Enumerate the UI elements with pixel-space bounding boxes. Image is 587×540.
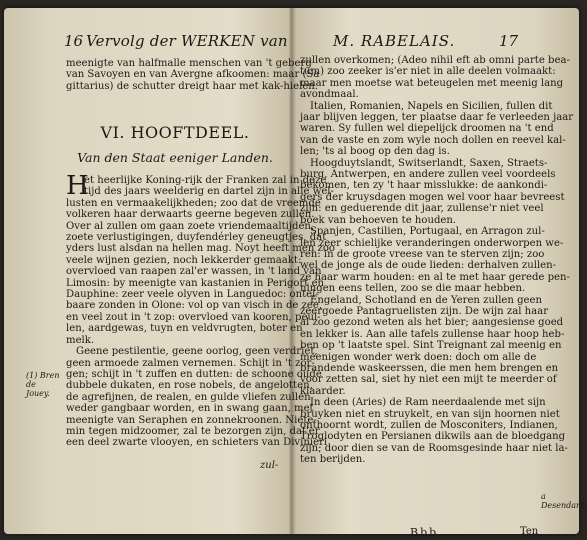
- text-line: ten berijden.: [300, 454, 366, 466]
- text-line: yders lust alsdan na hellen mag. Noyt heeft men zoo: [66, 243, 335, 255]
- text-line: gittarius) de schutter dreigt haar met kak-hielen.: [66, 80, 318, 92]
- text-line: zijn; door dien se van de Roomsgesinde haar niet la-: [300, 442, 568, 454]
- text-line: geen armoede zalmen vernemen. Schijt in 't zor-: [66, 357, 315, 369]
- text-line: len zeer schielijke veranderingen onderworpen we-: [300, 237, 564, 249]
- text-line: de agrefijnen, de realen, en gulde vliefen zullen: [66, 391, 311, 403]
- text-line: Hoogduytslandt, Switserlandt, Saxen, Straets-: [310, 157, 548, 169]
- text-line: veele wijnen gezien, noch lekkerder gemaakt:: [66, 254, 302, 266]
- text-line: meenigte van halfmalle menschen van 't geberg: [66, 58, 312, 69]
- right-page-number: 17: [499, 32, 519, 50]
- text-line: dubbele dukaten, en rose nobels, de angelotten,: [66, 380, 313, 392]
- right-catchword: Ten: [520, 526, 539, 537]
- text-line: meenigte van Seraphen en zonnekroonen. Niete-: [66, 414, 317, 426]
- text-line: Over al zullen om gaan zoete vriendemaaltijden,: [66, 220, 315, 232]
- text-line: klaarder.: [300, 385, 346, 397]
- text-line: len; 'ts al boog op den dag is.: [300, 146, 450, 158]
- book-spread: [4, 8, 587, 539]
- text-line: Italien, Romanien, Napels en Sicilien, fullen dit: [310, 100, 553, 112]
- text-line: Limosin: by meenigte van kastanien in Perigort en: [66, 277, 325, 289]
- text-line: weder gangbaar worden, en in swang gaan, met: [66, 403, 314, 415]
- chapter-heading: VI. HOOFTDEEL.: [100, 123, 250, 142]
- text-line: gen; schijt in 't zuffen en dutten: de schoone oude: [66, 368, 322, 380]
- right-main-text: [300, 55, 574, 466]
- text-line: Geene pestilentie, geene oorlog, geen verdriet,: [76, 346, 318, 358]
- text-line: baare zonden in Olone: vol op van visch in de zee,: [66, 300, 323, 312]
- text-line: boek van behoeven te houden.: [300, 214, 457, 226]
- text-line: gers der kruysdagen mogen wel voor haar bevreest: [300, 191, 565, 203]
- left-page-number: 16: [64, 32, 84, 50]
- signature-mark: Bbb: [410, 526, 439, 539]
- text-line: voor zetten sal, siet hy niet een mijt te meerder of: [300, 374, 557, 386]
- text-line: In deen (Aries) de Ram neerdaalende met sijn: [310, 397, 546, 409]
- text-line: et heerlijke Koning-rijk der Franken zal in deze: [84, 175, 327, 186]
- text-line: melk.: [66, 334, 95, 346]
- text-line: waren. Sy fullen wel diepelijck droomen na 't end: [300, 123, 554, 135]
- left-top-paragraph: [66, 58, 320, 92]
- left-catchword: zul-: [260, 460, 279, 471]
- text-line: een deel zwarte vlooyen, en schieters van Divinieri: [66, 437, 328, 449]
- right-page: [293, 8, 587, 539]
- chapter-subtitle: Van den Staat eeniger Landen.: [77, 150, 273, 165]
- text-line: overvloed van raapen zal'er wassen, in 't land van: [66, 266, 322, 278]
- text-line: ren: in de groote vreese van te sterven zijn; zoo: [300, 248, 545, 260]
- text-line: Engeland, Schotland en de Yeren zullen geen: [310, 294, 543, 306]
- text-line: Spanjen, Castilien, Portugaal, en Arragon zul-: [310, 226, 545, 238]
- text-line: onthoornt wordt, zullen de Mosconiters, Indianen,: [300, 420, 558, 431]
- text-line: bekomen, ten zy 't haar misslukke: de aankondi-: [300, 180, 548, 192]
- right-running-title: M. RABELAIS.: [333, 32, 456, 50]
- text-line: van Savoyen en van Avergne afkoomen: maar (Sa: [66, 69, 320, 81]
- text-line: bruyken niet en struykelt, en van sijn hoornen niet: [300, 408, 560, 420]
- text-line: Troglodyten en Persianen dikwils aan de bloedgang: [300, 431, 566, 443]
- drop-cap: H: [66, 171, 89, 201]
- text-line: tum) zoo zeeker is'er niet in alle deelen volmaakt:: [300, 66, 556, 78]
- text-line: meenigen wonder werk doen: doch om alle de: [300, 351, 537, 363]
- text-line: zijn: en geduerende dit jaar, zullense'r niet veel: [300, 203, 544, 215]
- text-line: len, aardgewas, tuyn en veldvrugten, boter en: [66, 323, 303, 335]
- text-line: wel de jonge als de oude lieden: derhalven zullen-: [300, 260, 557, 272]
- text-line: brandende waskeerssen, die men hem brengen en: [300, 362, 559, 374]
- text-line: zeergoede Pantagruelisten zijn. De wijn zal haar: [300, 305, 549, 317]
- text-line: ningen eens tellen, zoo se die maar hebben.: [300, 283, 526, 295]
- text-line: burg, Antwerpen, en andere zullen veel voordeels: [300, 169, 556, 181]
- text-line: en veel zout in 't zop: overvloed van kooren, peul-: [66, 311, 321, 323]
- text-line: al zoo gezond weten als het bier; aangesiense goed: [300, 317, 564, 329]
- text-line: jaar blijven leggen, ter plaatse daar fe verleeden jaar: [300, 112, 574, 124]
- right-margin-note: a Desendant.: [541, 492, 587, 510]
- text-line: avondmaal.: [300, 89, 359, 101]
- text-line: zoete verlustigingen, duyfendérley geneugtjes, dat: [66, 232, 327, 244]
- text-line: zullen overkomen; (Adeo nihil eft ab omni parte bea-: [300, 55, 570, 66]
- text-line: lusten en vermaakelijkheden; zoo dat de vreemde: [66, 197, 321, 209]
- text-line: volkeren haar derwaarts geerne begeven zullen.: [66, 209, 315, 221]
- text-line: min tegen midzoomer, zal te bezorgen zijn, dat'er: [66, 425, 320, 437]
- text-line: maar men moetse wat beteugelen met meenig lang: [300, 77, 564, 89]
- text-line: en lekker is. Aan alle tafels zullense haar hoop heb-: [300, 328, 565, 340]
- text-line: ze haar warm houden: en al te met haar gerede pen-: [300, 271, 570, 283]
- left-margin-note: (1) Bren de Jouey.: [26, 371, 60, 398]
- text-line: ben op 't laatste spel. Sint Treignant zal meenig en: [300, 340, 562, 352]
- left-running-title: Vervolg der WERKEN van: [86, 32, 288, 50]
- text-line: tijd des jaars weelderig en dartel zijn in alle wel-: [84, 186, 334, 198]
- text-line: Dauphine: zeer veele olyven in Languedoc: ontel-: [66, 289, 319, 301]
- text-line: van de vaste en zom wyle noch dollen en reevel kal-: [300, 134, 566, 146]
